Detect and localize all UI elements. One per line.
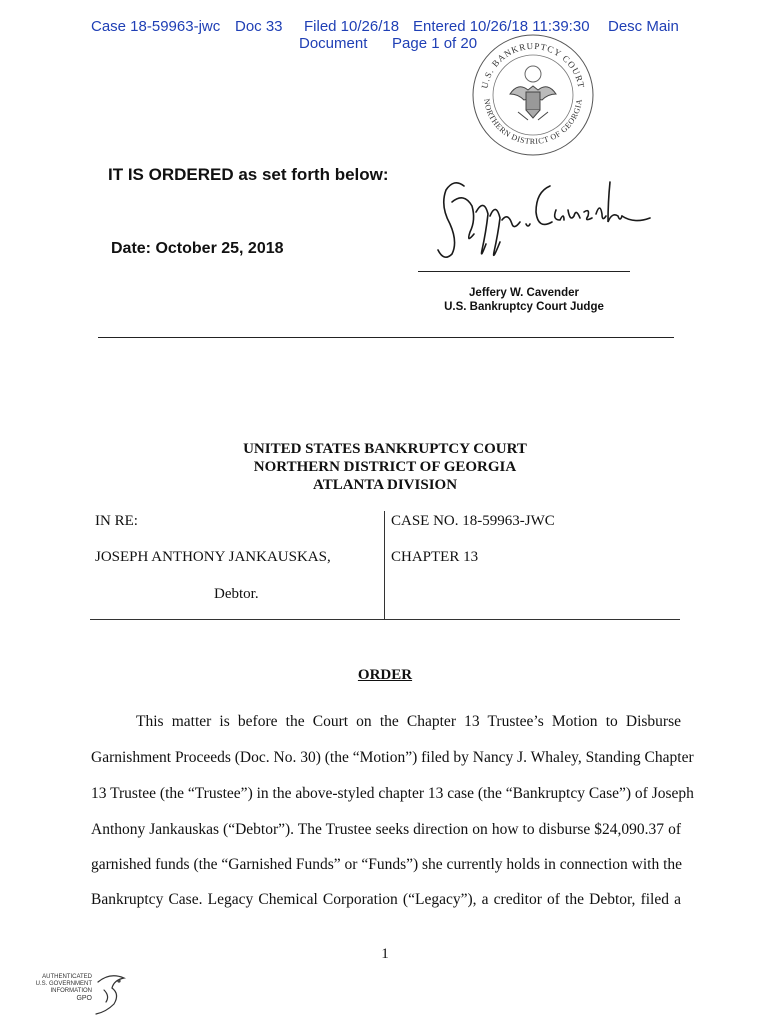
court-name-line1: UNITED STATES BANKRUPTCY COURT [243,441,527,457]
body-line-5: garnished funds (the “Garnished Funds” or “Funds”) she currently holds in connection with the [91,856,683,873]
header-case: Case 18-59963-jwc [91,18,221,35]
gpo-line3: INFORMATION [50,988,92,994]
gpo-line4: GPO [76,995,92,1002]
header-filed: Filed 10/26/18 [304,18,400,35]
order-title: ORDER [357,667,413,683]
judge-name: Jeffery W. Cavender [469,287,579,299]
body-line-2: Garnishment Proceeds (Doc. No. 30) (the “Motion”) filed by Nancy J. Whaley, Standing Chapter [91,749,694,766]
signature-line [418,271,630,272]
gpo-eagle-icon [92,972,128,1018]
body-line-1: This matter is before the Court on the Chapter 13 Trustee’s Motion to Disburse [136,713,681,730]
page-number: 1 [381,946,389,962]
header-entered: Entered 10/26/18 11:39:30 [413,18,590,35]
seal-bottom-text: NORTHERN DISTRICT OF GEORGIA [482,98,584,147]
caption-vertical-rule [384,511,385,619]
order-date: Date: October 25, 2018 [111,240,284,257]
header-doc: Doc 33 [235,18,283,35]
court-name-line2: NORTHERN DISTRICT OF GEORGIA [253,459,517,475]
body-line-6: Bankruptcy Case. Legacy Chemical Corporation (“Legacy”), a creditor of the Debtor, filed a [91,891,681,908]
judge-signature [424,172,654,264]
caption-debtor-name: JOSEPH ANTHONY JANKAUSKAS, [95,549,331,565]
judge-title: U.S. Bankruptcy Court Judge [444,301,604,313]
header-desc: Desc Main [608,18,679,35]
body-line-3: 13 Trustee (the “Trustee”) in the above-styled chapter 13 case (the “Bankruptcy Case”) of Joseph [91,785,694,802]
body-line-4: Anthony Jankauskas (“Debtor”). The Trustee seeks direction on how to disburse $24,090.37 of [91,821,681,838]
gpo-line1: AUTHENTICATED [42,974,92,980]
gpo-line2: U.S. GOVERNMENT [35,981,92,987]
caption-case-number: CASE NO. 18-59963-JWC [391,513,555,529]
header-document: Document [299,35,368,52]
seal-top-text: U.S. BANKRUPTCY COURT [479,40,587,90]
eagle-icon [510,66,556,120]
caption-in-re: IN RE: [95,513,138,529]
caption-debtor-label: Debtor. [214,586,259,602]
court-seal [470,32,596,158]
order-heading: IT IS ORDERED as set forth below: [108,165,389,184]
header-page: Page 1 of 20 [392,35,478,52]
court-name-line3: ATLANTA DIVISION [312,477,458,493]
caption-horizontal-rule [90,619,680,620]
gpo-authentication-logo [30,972,130,1020]
heading-divider [98,337,674,338]
caption-chapter: CHAPTER 13 [391,549,479,565]
